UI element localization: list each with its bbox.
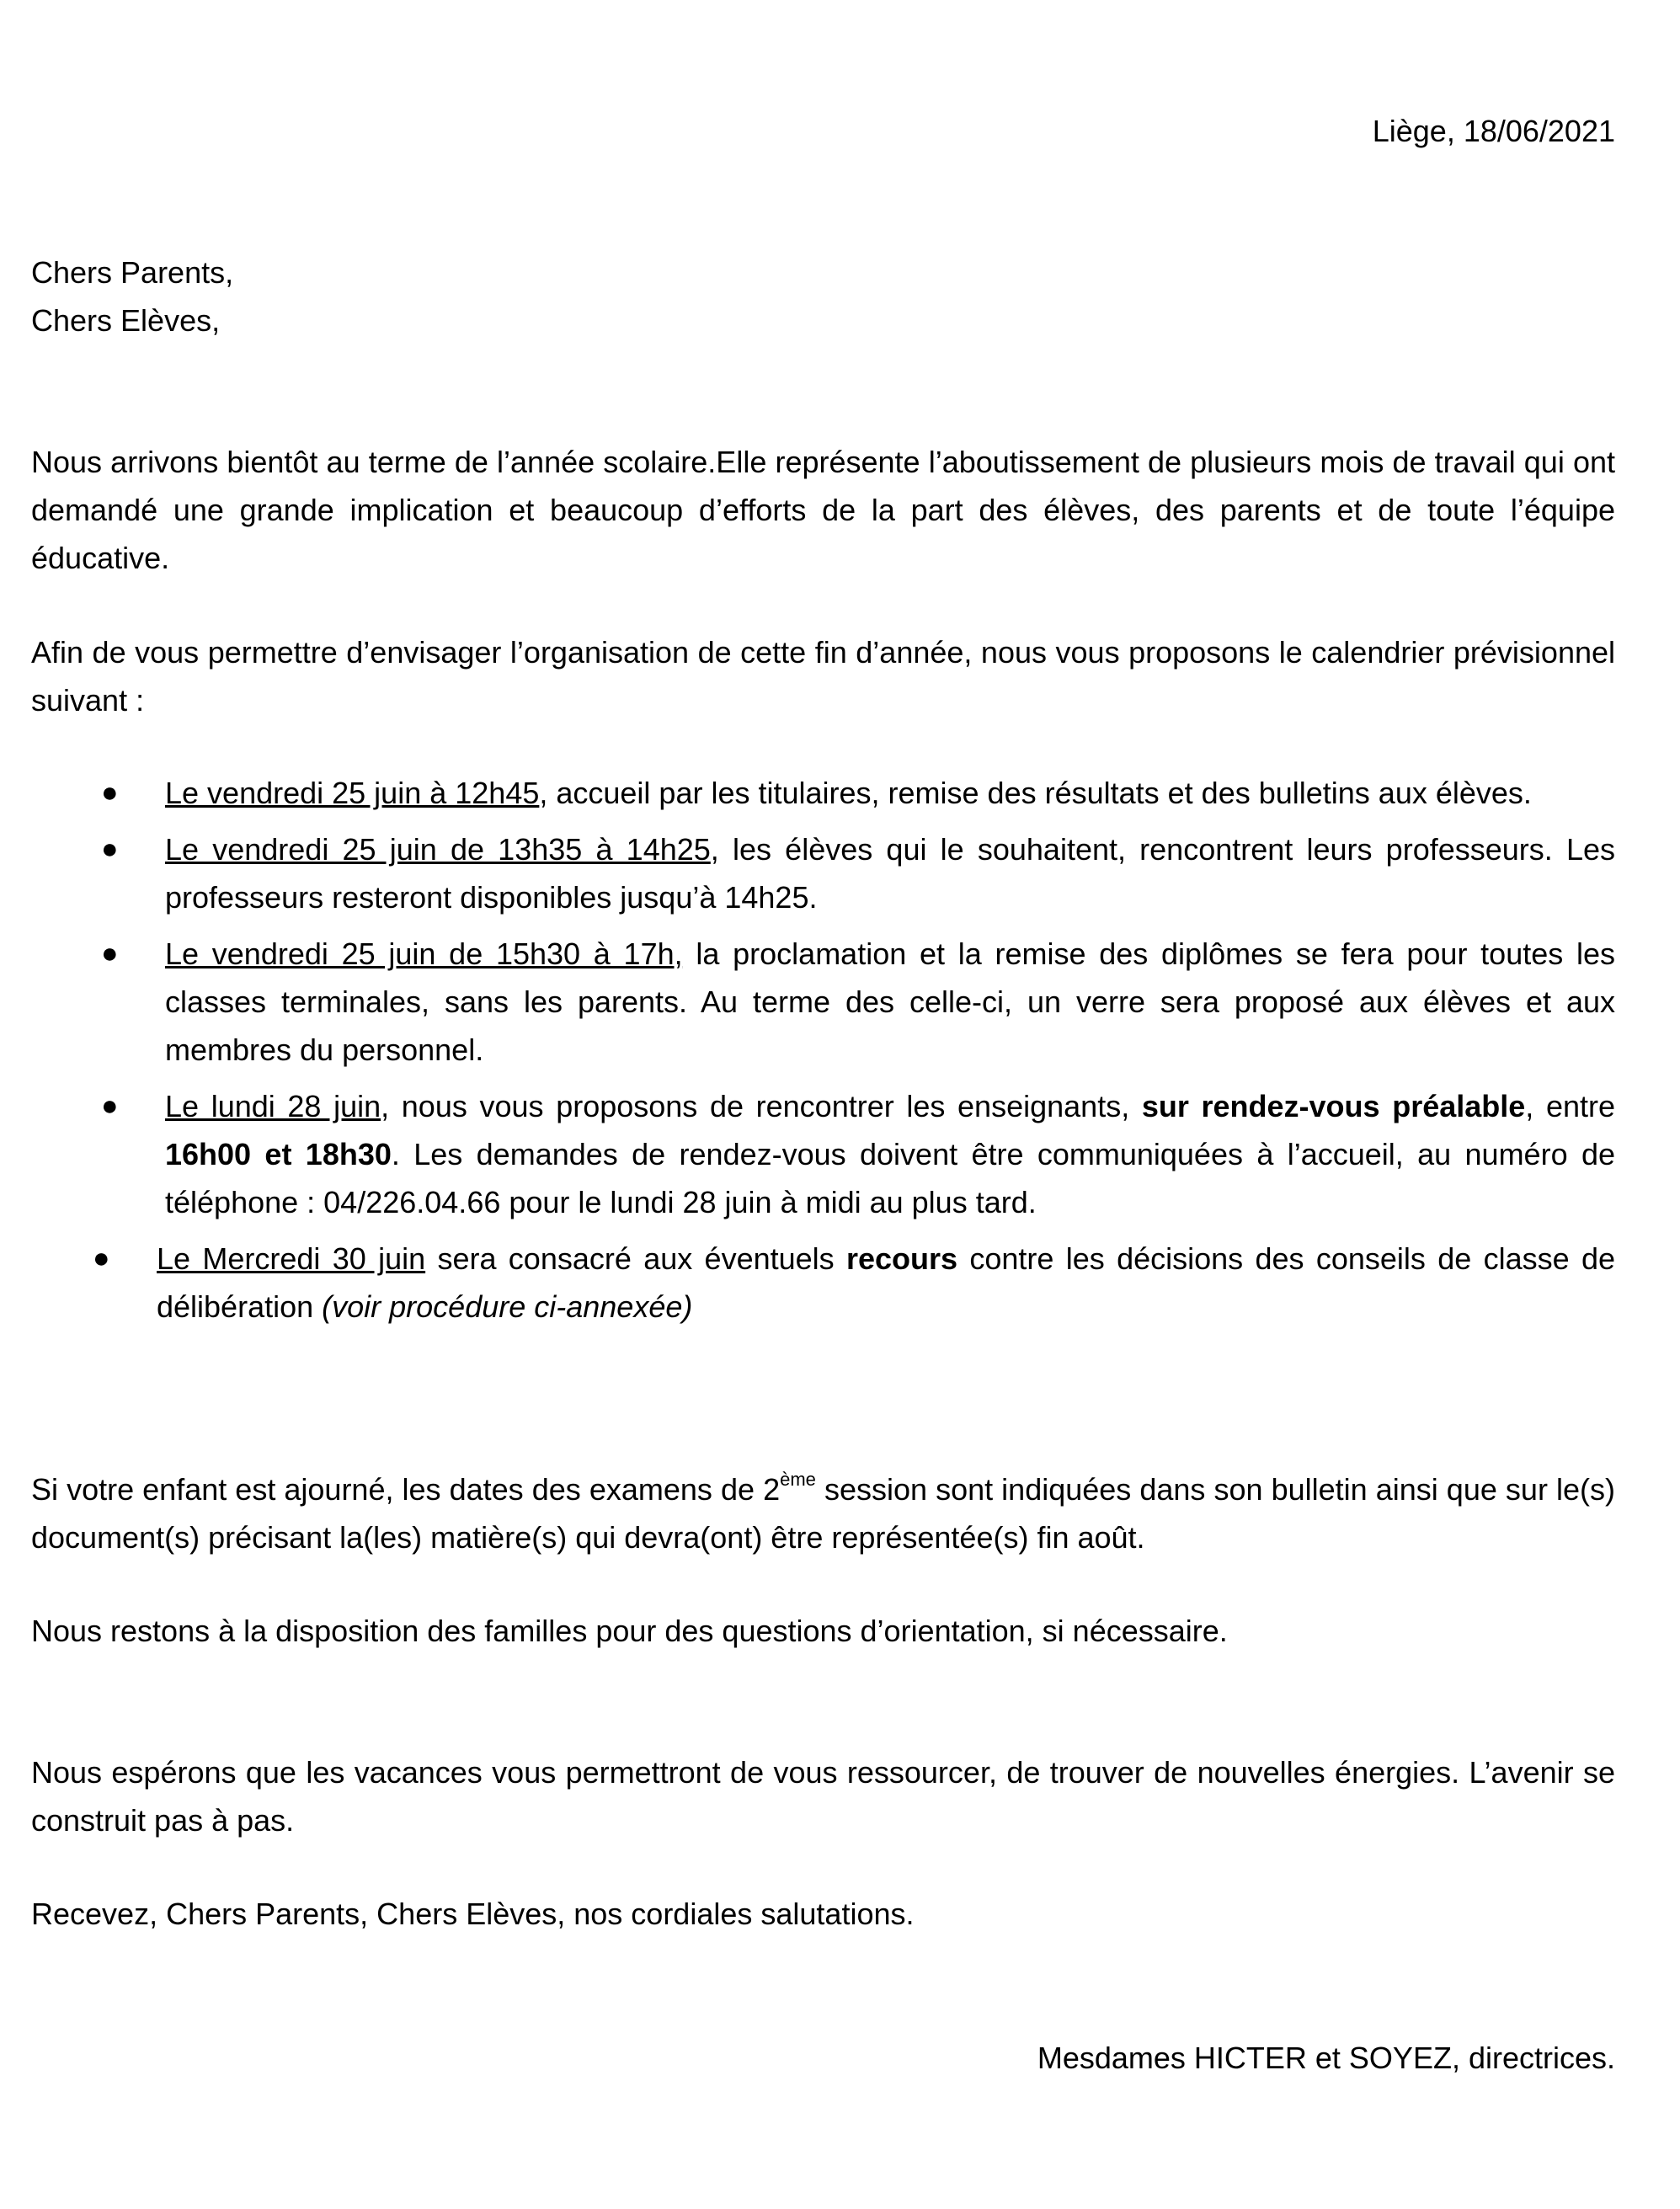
list-item [0, 769, 1615, 817]
list-item [0, 1082, 1615, 1226]
place-date: Liège, 18/06/2021 [1372, 114, 1615, 148]
bullet-icon: ● [101, 776, 119, 808]
calendar-intro-paragraph: Afin de vous permettre d’envisager l’organisation de cette fin d’année, nous vous proposons le calendrier prévisionnel suivant : [31, 635, 1615, 718]
bullet-icon: ● [101, 1090, 119, 1122]
orientation-paragraph: Nous restons à la disposition des familles pour des questions d’orientation, si nécessaire. [31, 1614, 1228, 1648]
item-bold-text: recours [845, 1241, 958, 1276]
item-date: Le Mercredi 30 juin [157, 1241, 426, 1276]
item-text: . Les demandes de rendez-vous doivent être communiquées à l’accueil, au numéro de téléphone : 04/226.04.66 pour le lundi 28 juin à midi au plus tard. [165, 1137, 1615, 1219]
item-date: Le lundi 28 juin [165, 1089, 381, 1123]
item-date: Le vendredi 25 juin de 15h30 à 17h, [165, 936, 683, 971]
bullet-icon: ● [101, 937, 119, 969]
item-text: , les élèves qui le souhaitent, rencontrent leurs professeurs. Les professeurs resteront disponibles jusqu’à 14h25. [165, 832, 1615, 915]
item-text: , nous vous proposons de rencontrer les enseignants, [381, 1089, 1142, 1123]
exams-text: session sont indiquées dans son bulletin ainsi que sur le(s) document(s) précisant la(les) matière(s) qui devra(ont) être représentée(s) fin août. [31, 1472, 1615, 1555]
calendar-list [0, 769, 1615, 1331]
salutation-students: Chers Elèves, [31, 303, 221, 338]
bullet-icon: ● [101, 833, 119, 865]
exams-paragraph [31, 1465, 1615, 1561]
item-text: , accueil par les titulaires, remise des résultats et des bulletins aux élèves. [539, 776, 1532, 810]
item-bold-text: 16h00 et 18h30 [165, 1137, 392, 1171]
salutation-parents: Chers Parents, [31, 255, 234, 290]
item-text: contre les décisions des conseils de classe de délibération [157, 1241, 1616, 1324]
exams-superscript: ème [780, 1469, 816, 1490]
list-item [0, 1235, 1615, 1331]
item-date: Le vendredi 25 juin à 12h45 [165, 776, 540, 810]
item-date: Le vendredi 25 juin de 13h35 à 14h25 [165, 832, 711, 867]
item-text: sera consacré aux éventuels [425, 1241, 846, 1276]
list-item [0, 825, 1615, 921]
item-bold-text: sur rendez-vous préalable [1141, 1089, 1526, 1123]
exams-text: Si votre enfant est ajourné, les dates des examens de 2 [31, 1472, 781, 1507]
vacation-paragraph: Nous espérons que les vacances vous permettront de vous ressourcer, de trouver de nouvelles énergies. L’avenir se construit pas à pas. [31, 1755, 1615, 1838]
list-item [0, 930, 1615, 1074]
item-text: , entre [1525, 1089, 1616, 1123]
item-italic-text: (voir procédure ci-annexée) [322, 1289, 693, 1324]
intro-paragraph: Nous arrivons bientôt au terme de l’année scolaire.Elle représente l’aboutissement de plusieurs mois de travail qui ont demandé une grande implication et beaucoup d’efforts de la part des élèves, des parents et de toute l’équipe éducative. [31, 445, 1615, 575]
bullet-icon: ● [93, 1242, 110, 1274]
item-text: la proclamation et la remise des diplômes se fera pour toutes les classes terminales, sans les parents. Au terme des celle-ci, un verre sera proposé aux élèves et aux membres du personnel. [165, 936, 1615, 1067]
signature: Mesdames HICTER et SOYEZ, directrices. [1037, 2041, 1615, 2075]
closing-paragraph: Recevez, Chers Parents, Chers Elèves, nos cordiales salutations. [31, 1897, 915, 1931]
